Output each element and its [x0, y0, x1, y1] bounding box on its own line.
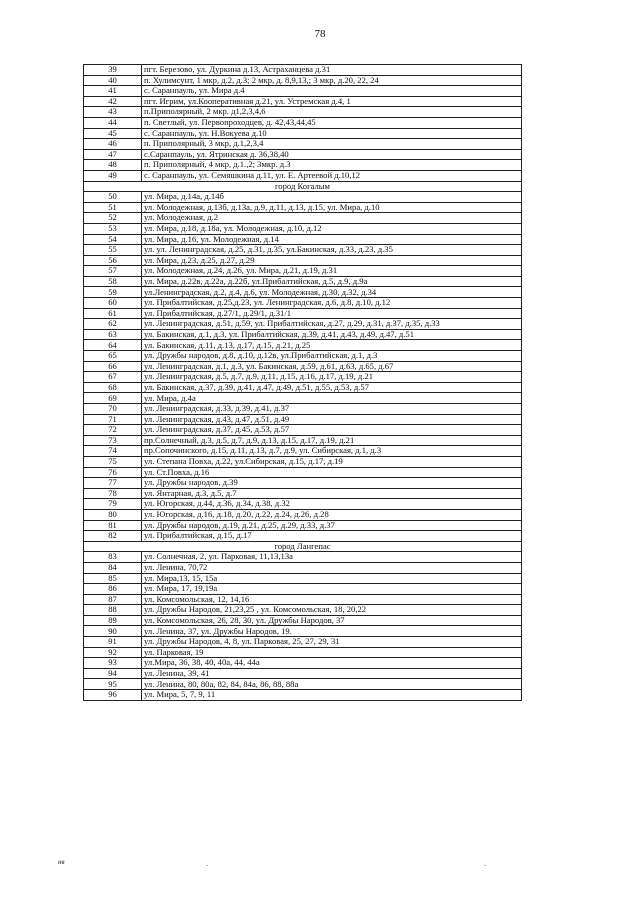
table-row — [84, 255, 522, 266]
row-number: 96 — [84, 690, 142, 701]
table-row — [84, 170, 522, 181]
row-address: с. Саранпауль, ул. Н.Вокуева д.10 — [142, 128, 522, 139]
table-row — [84, 509, 522, 520]
scan-dot: · — [206, 862, 209, 870]
row-address: пр.Солнечный, д.3, д.5, д.7, д.9, д.13, д.15, д.17, д.19, д.21 — [142, 435, 522, 446]
table-row — [84, 149, 522, 160]
row-number: 63 — [84, 329, 142, 340]
row-address: ул. Мира, д.16, ул. Молодежная, д.14 — [142, 234, 522, 245]
row-number: 91 — [84, 637, 142, 648]
row-number: 74 — [84, 446, 142, 457]
row-number: 45 — [84, 128, 142, 139]
table-row — [84, 562, 522, 573]
row-number: 40 — [84, 75, 142, 86]
table-row — [84, 213, 522, 224]
row-number: 85 — [84, 573, 142, 584]
table-row — [84, 308, 522, 319]
table-row — [84, 351, 522, 362]
row-address: ул. Ленинградская, д.37, д.45, д.53, д.57 — [142, 425, 522, 436]
table-row — [84, 298, 522, 309]
table-row — [84, 75, 522, 86]
row-number: 81 — [84, 520, 142, 531]
row-number: 50 — [84, 192, 142, 203]
row-number: 61 — [84, 308, 142, 319]
table-row — [84, 499, 522, 510]
footer-mark: нв — [58, 858, 65, 866]
row-address: ул. Солнечная, 2, ул. Парковая, 11,13,13а — [142, 552, 522, 563]
row-address: ул. Степана Повха, д.22, ул.Сибирская, д.15, д.17, д.19 — [142, 456, 522, 467]
city-name: город Лангепас — [84, 541, 522, 552]
row-number: 68 — [84, 382, 142, 393]
table-row — [84, 319, 522, 330]
row-address: ул. Югорская, д.16, д.18, д.20, д.22, д.24, д.26, д.28 — [142, 509, 522, 520]
row-number: 83 — [84, 552, 142, 563]
row-address: с. Саранпауль, ул. Мира д.4 — [142, 86, 522, 97]
row-address: ул. Ленинградская, д.51, д.59, ул. Прибалтийская, д.27, д.29, д.31, д.37, д.35, д.33 — [142, 319, 522, 330]
city-header-row — [84, 541, 522, 552]
table-row — [84, 658, 522, 669]
table-row — [84, 96, 522, 107]
table-row — [84, 117, 522, 128]
row-number: 93 — [84, 658, 142, 669]
row-number: 55 — [84, 245, 142, 256]
row-number: 87 — [84, 594, 142, 605]
row-number: 48 — [84, 160, 142, 171]
row-address: ул. Ленина, 70,72 — [142, 562, 522, 573]
row-number: 75 — [84, 456, 142, 467]
row-number: 70 — [84, 404, 142, 415]
row-address: ул. Мира, 17, 19,19а — [142, 584, 522, 595]
row-address: ул. Ст.Повха, д.16 — [142, 467, 522, 478]
row-address: ул. Ленинградская, д.43, д.47, д.51, д.49 — [142, 414, 522, 425]
table-row — [84, 478, 522, 489]
row-address: ул. Ленина, 39, 41 — [142, 668, 522, 679]
row-address: ул. Мира, 5, 7, 9, 11 — [142, 690, 522, 701]
row-number: 60 — [84, 298, 142, 309]
row-address: п. Приполярный, 3 мкр, д.1,2,3,4 — [142, 139, 522, 150]
row-number: 66 — [84, 361, 142, 372]
table-row — [84, 287, 522, 298]
row-address: ул.Мира, 36, 38, 40, 40а, 44, 44а — [142, 658, 522, 669]
row-address: ул. Дружбы народов, д.8, д.10, д.12в, ул.Прибалтийская, д.1, д.3 — [142, 351, 522, 362]
table-row — [84, 192, 522, 203]
row-address: ул. Прибалтийская, д.25,д.23, ул. Ленинградская, д.6, д.8, д.10, д.12 — [142, 298, 522, 309]
row-number: 39 — [84, 65, 142, 76]
row-number: 53 — [84, 223, 142, 234]
row-number: 59 — [84, 287, 142, 298]
row-address: с.Саранпауль, ул. Ятринская д. 36,38,40 — [142, 149, 522, 160]
row-number: 69 — [84, 393, 142, 404]
table-row — [84, 456, 522, 467]
row-address: ул. Ленина, 80, 80а, 82, 84, 84а, 86, 88, 88а — [142, 679, 522, 690]
row-address: п.Приполярный, 2 мкр. д1,2,3,4,6 — [142, 107, 522, 118]
row-number: 57 — [84, 266, 142, 277]
table-row — [84, 128, 522, 139]
row-number: 72 — [84, 425, 142, 436]
row-address: пгт. Игрим, ул.Кооперативная д.21, ул. Устремская д.4, 1 — [142, 96, 522, 107]
table-row — [84, 679, 522, 690]
row-number: 47 — [84, 149, 142, 160]
row-number: 76 — [84, 467, 142, 478]
row-address: ул. Комсомольская, 12, 14,16 — [142, 594, 522, 605]
table-row — [84, 615, 522, 626]
table-row — [84, 435, 522, 446]
table-row — [84, 107, 522, 118]
row-number: 51 — [84, 202, 142, 213]
row-number: 42 — [84, 96, 142, 107]
row-number: 54 — [84, 234, 142, 245]
row-number: 82 — [84, 531, 142, 542]
row-address: ул. Янтарная, д.3, д.5, д.7 — [142, 488, 522, 499]
table-row — [84, 361, 522, 372]
row-address: ул. Мира, д.14а, д.14б — [142, 192, 522, 203]
row-address: ул. Молодежная, д.24, д.26, ул. Мира, д.21, д.19, д.31 — [142, 266, 522, 277]
row-address: ул. Комсомольская, 26, 28, 30, ул. Дружбы Народов, 37 — [142, 615, 522, 626]
row-number: 92 — [84, 647, 142, 658]
row-address: ул. Прибалтийская, д.27/1, д.29/1, д.31/1 — [142, 308, 522, 319]
table-row — [84, 637, 522, 648]
row-number: 46 — [84, 139, 142, 150]
row-number: 90 — [84, 626, 142, 637]
row-number: 49 — [84, 170, 142, 181]
row-number: 79 — [84, 499, 142, 510]
row-address: ул. Мира, д.18, д.18а, ул. Молодежная, д.10, д.12 — [142, 223, 522, 234]
table-row — [84, 446, 522, 457]
table-row — [84, 160, 522, 171]
row-number: 52 — [84, 213, 142, 224]
table-row — [84, 404, 522, 415]
table-row — [84, 467, 522, 478]
row-address: ул. Прибалтийская, д.15, д.17 — [142, 531, 522, 542]
table-row — [84, 382, 522, 393]
row-number: 71 — [84, 414, 142, 425]
table-row — [84, 329, 522, 340]
address-table-body — [84, 65, 522, 701]
row-number: 62 — [84, 319, 142, 330]
row-number: 73 — [84, 435, 142, 446]
row-address: ул. Ленинградская, д.1, д.3, ул. Бакинская, д.59, д.61, д.63, д.65, д.67 — [142, 361, 522, 372]
row-number: 95 — [84, 679, 142, 690]
table-row — [84, 488, 522, 499]
row-address: ул. Мира, д.22в, д.22а, д.22б, ул.Прибалтийская, д.5, д.9, д.9а — [142, 276, 522, 287]
table-row — [84, 276, 522, 287]
row-number: 41 — [84, 86, 142, 97]
row-address: ул. Мира, д.4а — [142, 393, 522, 404]
table-row — [84, 584, 522, 595]
row-address: п. Хулимсунт, 1 мкр, д.2, д.3; 2 мкр, д. 8,9,13,; 3 мкр, д.20, 22, 24 — [142, 75, 522, 86]
table-row — [84, 266, 522, 277]
table-row — [84, 393, 522, 404]
table-row — [84, 605, 522, 616]
row-address: ул. Молодежная, д.2 — [142, 213, 522, 224]
table-row — [84, 86, 522, 97]
row-address: ул. Югорская, д.44, д.36, д.34, д.38, д.32 — [142, 499, 522, 510]
row-address: пр.Сопочинского, д.15, д.11, д.13, д.7, д.9, ул. Сибирская, д.1, д.3 — [142, 446, 522, 457]
row-number: 89 — [84, 615, 142, 626]
row-address: ул. Дружбы народов, д.39 — [142, 478, 522, 489]
row-address: ул.Ленинградская, д.2, д.4, д.6, ул. Молодежная, д.30, д.32, д.34 — [142, 287, 522, 298]
table-row — [84, 647, 522, 658]
row-number: 80 — [84, 509, 142, 520]
table-row — [84, 425, 522, 436]
row-address: ул. Бакинская, д.1, д.3, ул. Прибалтийская, д.39, д.41, д.43, д.49, д.47, д.51 — [142, 329, 522, 340]
page-number: 78 — [314, 28, 326, 40]
table-row — [84, 223, 522, 234]
row-address: ул. Дружбы народов, д.19, д.21, д.25, д.29, д.33, д.37 — [142, 520, 522, 531]
row-address: ул. Мира,13, 15, 15а — [142, 573, 522, 584]
row-address: п. Приполярный, 4 мкр, д.1.,2; 3мкр. д.3 — [142, 160, 522, 171]
table-row — [84, 340, 522, 351]
row-address: с. Саранпауль, ул. Семяшкина д.11, ул. Е. Артеевой д.10,12 — [142, 170, 522, 181]
row-number: 44 — [84, 117, 142, 128]
table-row — [84, 594, 522, 605]
row-number: 94 — [84, 668, 142, 679]
row-address: пгт. Березово, ул. Дуркина д.13, Астраханцева д.31 — [142, 65, 522, 76]
row-address: ул. Ленина, 37, ул. Дружбы Народов, 19. — [142, 626, 522, 637]
row-number: 56 — [84, 255, 142, 266]
row-number: 78 — [84, 488, 142, 499]
table-row — [84, 139, 522, 150]
table-row — [84, 552, 522, 563]
address-table — [83, 64, 522, 701]
table-row — [84, 65, 522, 76]
row-number: 84 — [84, 562, 142, 573]
table-row — [84, 234, 522, 245]
table-row — [84, 245, 522, 256]
row-number: 43 — [84, 107, 142, 118]
table-row — [84, 372, 522, 383]
row-address: ул. Ленинградская, д.5, д.7, д.9, д.11, д.15, д.16, д.17, д.19, д.21 — [142, 372, 522, 383]
row-number: 77 — [84, 478, 142, 489]
row-address: ул. Бакинская, д.11, д.13, д.17, д.15, д.21, д.25 — [142, 340, 522, 351]
table-row — [84, 573, 522, 584]
city-header-row — [84, 181, 522, 192]
table-row — [84, 202, 522, 213]
row-address: ул. Парковая, 19 — [142, 647, 522, 658]
row-address: ул. ул. Ленинградская, д.25, д.31, д.35, ул.Бакинская, д.33, д.23, д.35 — [142, 245, 522, 256]
row-number: 58 — [84, 276, 142, 287]
row-address: ул. Бакинская, д.37, д.39, д.41, д.47, д.49, д.51, д.55, д.53, д.57 — [142, 382, 522, 393]
scan-dot: · — [484, 862, 487, 870]
table-row — [84, 531, 522, 542]
row-number: 88 — [84, 605, 142, 616]
table-row — [84, 690, 522, 701]
table-row — [84, 414, 522, 425]
table-row — [84, 520, 522, 531]
row-address: ул. Молодежная, д.13б, д.13а, д.9, д.11, д.13, д.15, ул. Мира, д.10 — [142, 202, 522, 213]
row-address: ул. Дружбы Народов, 21,23,25 , ул. Комсомольская, 18, 20,22 — [142, 605, 522, 616]
row-number: 86 — [84, 584, 142, 595]
row-address: ул. Дружбы Народов, 4, 8, ул. Парковая, 25, 27, 29, 31 — [142, 637, 522, 648]
row-address: ул. Мира, д.23, д.25, д.27, д.29 — [142, 255, 522, 266]
row-number: 64 — [84, 340, 142, 351]
row-number: 67 — [84, 372, 142, 383]
table-row — [84, 626, 522, 637]
city-name: город Когалым — [84, 181, 522, 192]
row-address: ул. Ленинградская, д.33, д.39, д.41, д.37 — [142, 404, 522, 415]
row-address: п. Светлый, ул. Первопроходцев, д. 42,43,44,45 — [142, 117, 522, 128]
table-row — [84, 668, 522, 679]
row-number: 65 — [84, 351, 142, 362]
